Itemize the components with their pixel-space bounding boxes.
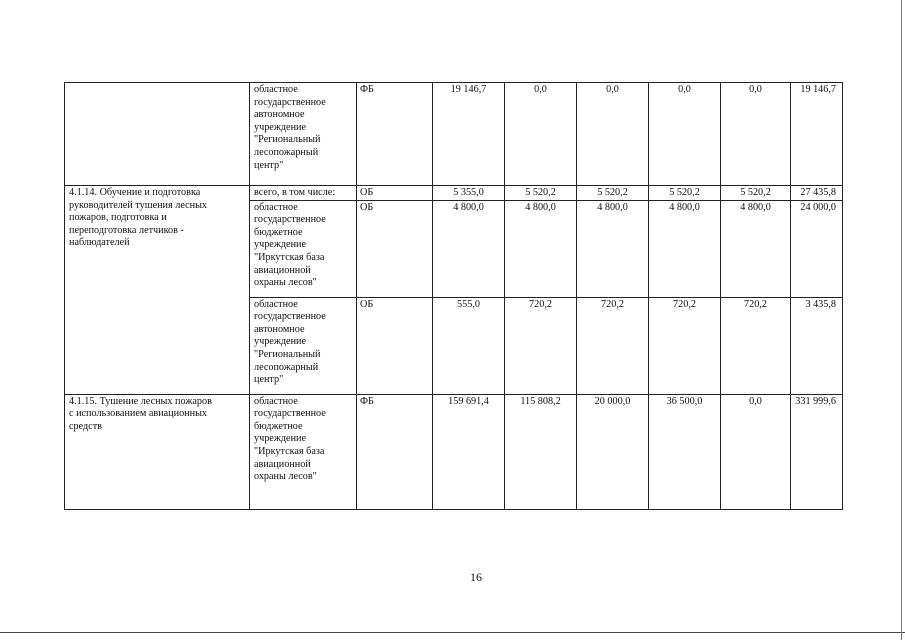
budget-table: [64, 82, 843, 510]
scan-edge-line: [0, 632, 905, 633]
total-cell: 19 146,7: [791, 83, 843, 186]
executor-cell: областное государственное бюджетное учреждение "Иркутская база авиационной охраны лесов": [250, 394, 357, 509]
value-cell: 5 520,2: [649, 186, 721, 201]
value-cell: 0,0: [505, 83, 577, 186]
measure-cell: [65, 83, 250, 186]
funding-source-cell: ОБ: [357, 200, 433, 297]
value-cell: 4 800,0: [505, 200, 577, 297]
value-cell: 4 800,0: [433, 200, 505, 297]
value-cell: 36 500,0: [649, 394, 721, 509]
table-row: [65, 394, 843, 509]
funding-source-cell: ФБ: [357, 394, 433, 509]
executor-cell: областное государственное бюджетное учреждение "Иркутская база авиационной охраны лесов": [250, 200, 357, 297]
value-cell: 555,0: [433, 297, 505, 394]
measure-cell: 4.1.14. Обучение и подготовка руководителей тушения лесных пожаров, подготовка и переподготовка летчиков - наблюдателей: [65, 186, 250, 395]
value-cell: 4 800,0: [577, 200, 649, 297]
executor-cell: всего, в том числе:: [250, 186, 357, 201]
total-cell: 27 435,8: [791, 186, 843, 201]
value-cell: 720,2: [649, 297, 721, 394]
value-cell: 0,0: [721, 394, 791, 509]
value-cell: 115 808,2: [505, 394, 577, 509]
table-row: [65, 186, 843, 201]
total-cell: 24 000,0: [791, 200, 843, 297]
value-cell: 5 520,2: [505, 186, 577, 201]
executor-cell: областное государственное автономное учреждение "Региональный лесопожарный центр": [250, 297, 357, 394]
value-cell: 720,2: [721, 297, 791, 394]
scan-edge-line: [901, 0, 902, 640]
page-number-text: 16: [470, 570, 482, 584]
value-cell: 4 800,0: [721, 200, 791, 297]
page-number: [0, 570, 905, 585]
value-cell: 5 355,0: [433, 186, 505, 201]
funding-source-cell: ОБ: [357, 186, 433, 201]
value-cell: 159 691,4: [433, 394, 505, 509]
total-cell: 331 999,6: [791, 394, 843, 509]
value-cell: 720,2: [577, 297, 649, 394]
value-cell: 19 146,7: [433, 83, 505, 186]
executor-cell: областное государственное автономное учреждение "Региональный лесопожарный центр": [250, 83, 357, 186]
funding-source-cell: ФБ: [357, 83, 433, 186]
value-cell: 0,0: [721, 83, 791, 186]
value-cell: 20 000,0: [577, 394, 649, 509]
value-cell: 0,0: [577, 83, 649, 186]
value-cell: 5 520,2: [577, 186, 649, 201]
table-row: [65, 83, 843, 186]
measure-cell: 4.1.15. Тушение лесных пожаров с использованием авиационных средств: [65, 394, 250, 509]
value-cell: 5 520,2: [721, 186, 791, 201]
total-cell: 3 435,8: [791, 297, 843, 394]
value-cell: 720,2: [505, 297, 577, 394]
value-cell: 0,0: [649, 83, 721, 186]
value-cell: 4 800,0: [649, 200, 721, 297]
funding-source-cell: ОБ: [357, 297, 433, 394]
